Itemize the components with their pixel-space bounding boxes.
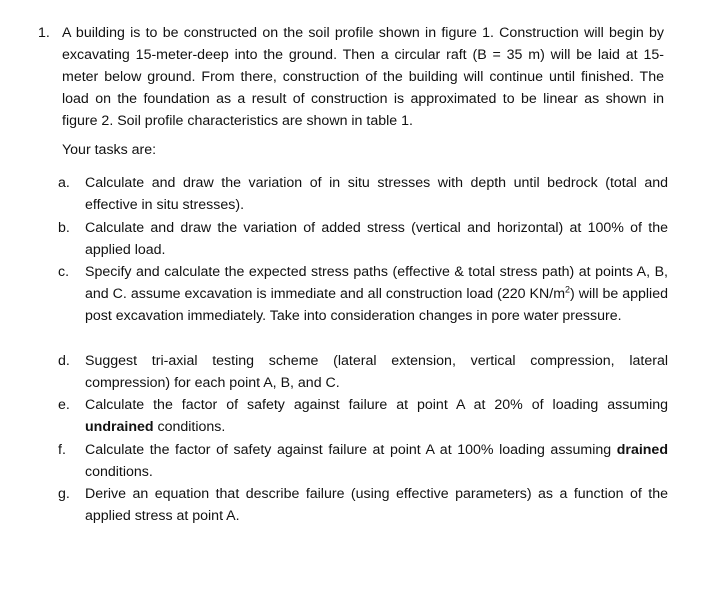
task-letter: a. xyxy=(58,175,70,191)
task-letter: g. xyxy=(58,486,70,502)
bold-undrained: undrained xyxy=(85,419,154,435)
task-text: Suggest tri-axial testing scheme (lateral extension, vertical compression, lateral compression) for each point A, B, and C. xyxy=(85,352,668,391)
task-letter: c. xyxy=(58,264,70,280)
task-text-part2: ) will be applied post excavation immediately. Take into consideration changes in pore water pressure. xyxy=(85,286,668,324)
task-letter: f. xyxy=(58,441,66,458)
task-letter: d. xyxy=(58,352,70,369)
task-b xyxy=(58,217,668,261)
task-text-part1: Specify and calculate the expected stress paths (effective & total stress path) at points A, B, and C. assume excavation is immediate and all construction load (220 KN/m xyxy=(85,264,668,302)
task-g xyxy=(58,483,668,527)
task-d xyxy=(58,350,668,394)
question-number: 1. xyxy=(38,25,50,41)
task-text-part2: conditions. xyxy=(153,419,226,435)
task-letter: e. xyxy=(58,397,70,413)
task-text: Derive an equation that describe failure (using effective parameters) as a function of the applied stress at point A. xyxy=(85,486,668,524)
task-a xyxy=(58,172,668,216)
question-text: A building is to be constructed on the soil profile shown in figure 1. Construction will begin by excavating 15-meter-deep into the ground. Then a circular raft (B = 35 m) will be laid at 15-meter below ground. From there, construction of the building will continue until finished. The load on the foundation as a result of construction is approximated to be linear as shown in figure 2. Soil profile characteristics are shown in table 1. xyxy=(62,25,664,129)
task-list xyxy=(58,172,668,527)
question-1 xyxy=(38,22,668,132)
task-f xyxy=(58,439,668,483)
superscript-2: 2 xyxy=(565,284,571,295)
task-text: Calculate and draw the variation of added stress (vertical and horizontal) at 100% of the applied load. xyxy=(85,219,668,258)
tasks-intro: Your tasks are: xyxy=(62,142,157,158)
task-text-part1: Calculate the factor of safety against failure at point A at 20% of loading assuming xyxy=(85,397,668,413)
task-letter: b. xyxy=(58,219,70,236)
task-text-part1: Calculate the factor of safety against failure at point A at 100% loading assuming xyxy=(85,441,617,458)
bold-drained: drained xyxy=(616,441,668,458)
task-text: Calculate and draw the variation of in situ stresses with depth until bedrock (total and effective in situ stresses). xyxy=(85,175,668,213)
task-c xyxy=(58,261,668,349)
task-text-part2: conditions. xyxy=(85,463,153,480)
task-e xyxy=(58,394,668,438)
